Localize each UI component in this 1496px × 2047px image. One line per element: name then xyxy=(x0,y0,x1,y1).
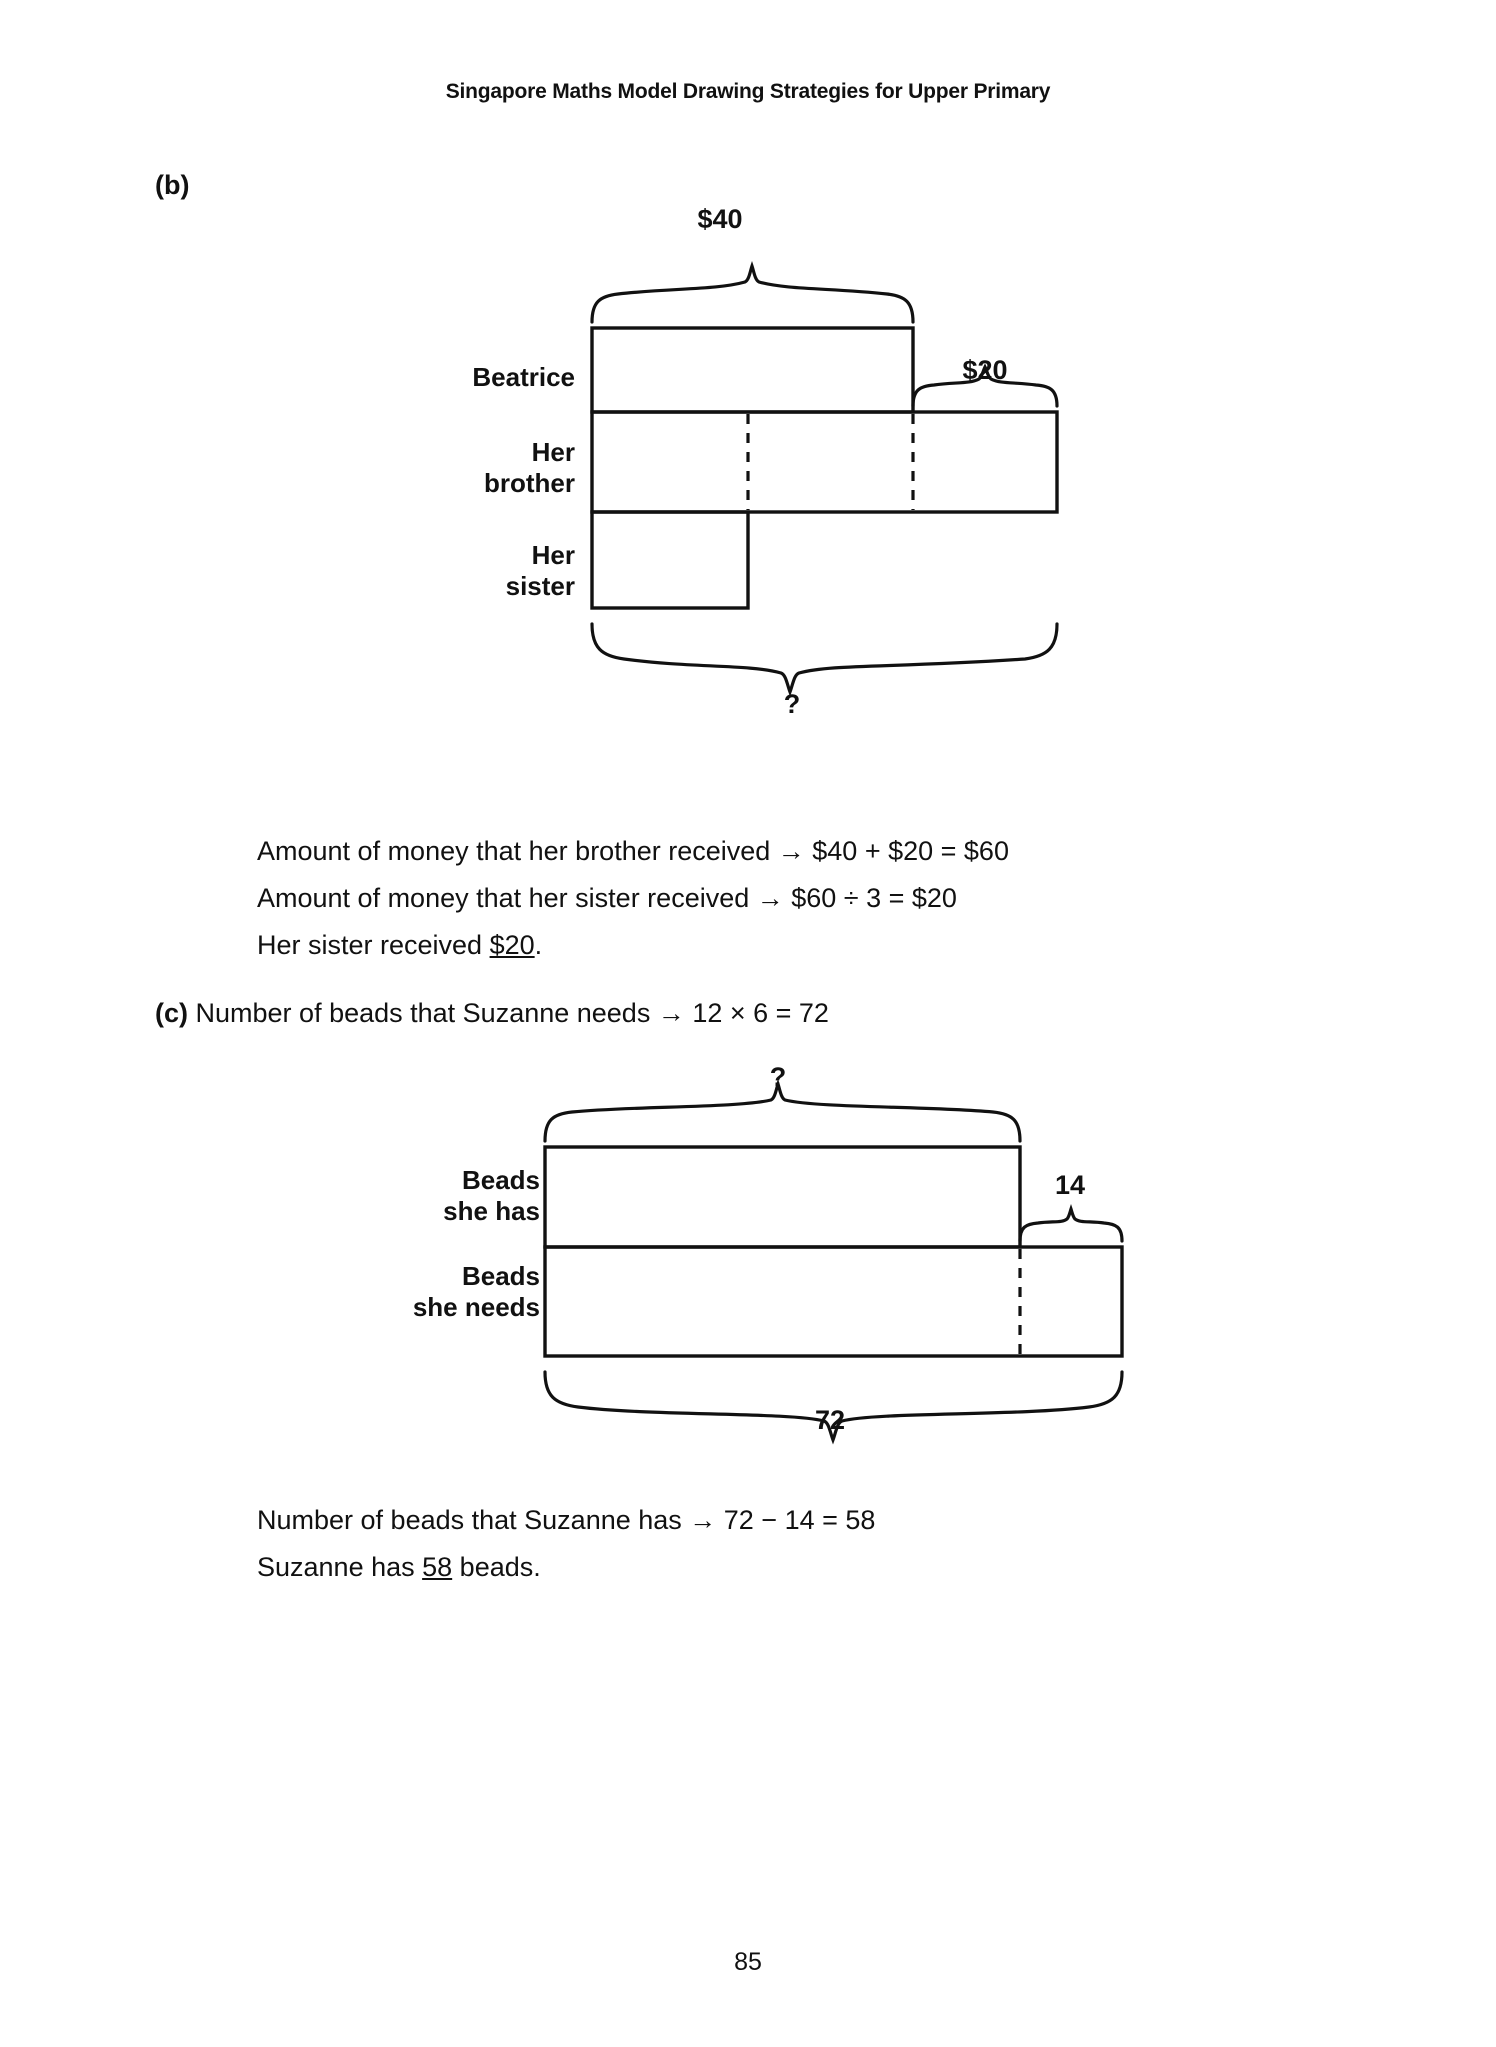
brace-label-72: 72 xyxy=(814,1405,846,1435)
part-c-intro-text: Number of beads that Suzanne needs → 12 × 6 = 72 xyxy=(195,998,829,1028)
part-label-c: (c) xyxy=(155,998,188,1028)
bar-label-beatrice-line-1: Beatrice xyxy=(472,362,575,392)
bar-label-beads-she-needs-line-2: she needs xyxy=(412,1291,540,1322)
answer-value-b: $20 xyxy=(489,930,535,960)
bar-beads-she-needs xyxy=(545,1247,1122,1356)
bar-label-beads-she-needs-line-1: Beads xyxy=(461,1261,540,1291)
answer-prefix-b: Her sister received xyxy=(257,930,490,960)
bar-label-her-sister-line-1: Her xyxy=(531,540,575,570)
bar-label-her-brother-line-1: Her xyxy=(531,437,575,467)
answer-suffix-b: . xyxy=(534,930,543,960)
running-head: Singapore Maths Model Drawing Strategies for Upper Primary xyxy=(445,80,1051,103)
brace-bottom-72 xyxy=(545,1372,1122,1440)
brace-right-14 xyxy=(1020,1209,1122,1241)
solution-line-c-1: Number of beads that Suzanne has → 72 − 14 = 58 xyxy=(257,1505,876,1535)
brace-label-20: $20 xyxy=(962,355,1008,385)
bar-beads-she-has xyxy=(545,1147,1020,1247)
bar-label-beads-she-has-line-2: she has xyxy=(443,1195,540,1226)
brace-label-14: 14 xyxy=(1054,1170,1086,1200)
answer-value-c: 58 xyxy=(422,1552,453,1582)
bar-label-her-sister-line-2: sister xyxy=(505,570,575,601)
answer-line-c xyxy=(257,1554,541,1581)
brace-top-question-c xyxy=(545,1084,1020,1141)
bar-label-beads-she-has-line-1: Beads xyxy=(461,1165,540,1195)
solution-line-b-2: Amount of money that her sister received → $60 ÷ 3 = $20 xyxy=(257,883,957,913)
solution-line-b-1: Amount of money that her brother received → $40 + $20 = $60 xyxy=(257,836,1009,866)
answer-prefix-c: Suzanne has xyxy=(257,1552,423,1582)
brace-label-40: $40 xyxy=(697,204,743,234)
answer-suffix-c: beads. xyxy=(452,1552,541,1582)
brace-label-question-c: ? xyxy=(769,1062,787,1092)
part-label-b: (b) xyxy=(155,170,190,200)
brace-label-question-b: ? xyxy=(783,689,801,719)
bar-label-her-brother-line-2: brother xyxy=(484,467,575,498)
page-number: 85 xyxy=(734,1948,762,1976)
